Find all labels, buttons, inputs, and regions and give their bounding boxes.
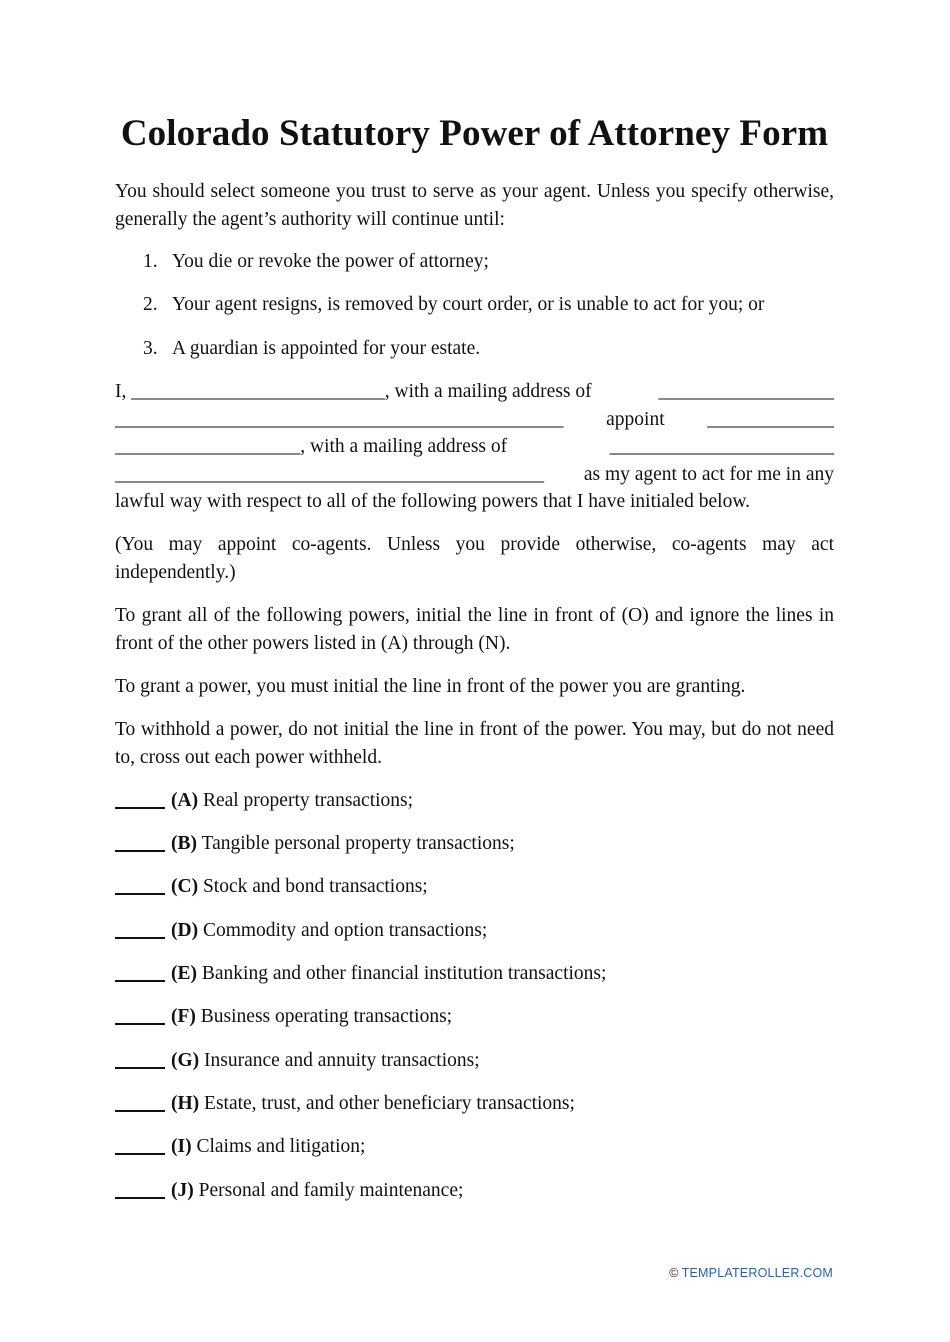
power-item: [115, 1090, 575, 1117]
footer-credit: [669, 1266, 833, 1280]
power-code: (E): [171, 963, 197, 984]
power-text: Business operating transactions;: [200, 1006, 453, 1027]
agent-address-blank-2[interactable]: ____________________________________________: [115, 464, 544, 485]
initial-line[interactable]: [115, 1003, 165, 1025]
grant-all-instructions: To grant all of the following powers, initial the line in front of (O) and ignore the lines in front of the other powers listed in (A) through (N).: [115, 605, 834, 654]
power-code: (F): [171, 1006, 196, 1027]
power-text: Stock and bond transactions;: [202, 876, 428, 897]
power-code: (D): [171, 920, 199, 941]
initial-line[interactable]: [115, 1133, 165, 1155]
initial-line[interactable]: [115, 1090, 165, 1112]
coagents-note: (You may appoint co-agents. Unless you provide otherwise, co-agents may act independently.): [115, 534, 834, 583]
appointment-line-2: [115, 406, 834, 434]
agent-address-blank[interactable]: _______________________: [609, 436, 834, 457]
document-title: Colorado Statutory Power of Attorney Form: [120, 113, 829, 154]
power-code: (C): [171, 876, 199, 897]
condition-text: You die or revoke the power of attorney;: [172, 251, 489, 272]
power-code: (H): [171, 1093, 200, 1114]
condition-item: [143, 291, 764, 318]
appointment-line-5: lawful way with respect to all of the following powers that I have initialed below.: [115, 491, 751, 512]
appointment-line-4: [115, 461, 834, 489]
appointment-line-1: [115, 378, 834, 406]
power-item: [115, 1003, 452, 1030]
initial-line[interactable]: [115, 1047, 165, 1069]
withhold-instructions: To withhold a power, do not initial the line in front of the power. You may, but do not need to, cross out each power withheld.: [115, 719, 834, 768]
condition-text: A guardian is appointed for your estate.: [172, 338, 481, 359]
appoint-word: appoint: [606, 409, 665, 430]
power-text: Claims and litigation;: [196, 1136, 366, 1157]
power-text: Banking and other financial institution transactions;: [201, 963, 607, 984]
power-text: Personal and family maintenance;: [198, 1180, 464, 1201]
initial-line[interactable]: [115, 917, 165, 939]
intro-paragraph: You should select someone you trust to serve as your agent. Unless you specify otherwise, generally the agent’s authority will continue until:: [115, 181, 834, 230]
condition-item: [143, 335, 480, 362]
condition-text: Your agent resigns, is removed by court order, or is unable to act for you; or: [172, 294, 765, 315]
power-item: [115, 1177, 463, 1204]
principal-address-blank-2[interactable]: ______________________________________________: [115, 409, 564, 430]
power-item: [115, 1133, 365, 1160]
power-text: Tangible personal property transactions;: [201, 833, 515, 854]
agent-clause: as my agent to act for me in any: [583, 464, 834, 485]
power-item: [115, 787, 413, 814]
initial-line[interactable]: [115, 960, 165, 982]
power-item: [115, 960, 606, 987]
condition-item: [143, 248, 489, 275]
initial-line[interactable]: [115, 1177, 165, 1199]
condition-number: 3.: [143, 338, 158, 359]
copyright-symbol: ©: [669, 1266, 679, 1280]
principal-name-blank[interactable]: I, __________________________, with a mailing address of: [115, 381, 592, 402]
power-text: Insurance and annuity transactions;: [204, 1050, 480, 1071]
power-item: [115, 917, 487, 944]
agent-name-blank-2[interactable]: ___________________, with a mailing address of: [115, 436, 508, 457]
footer-brand-link[interactable]: TEMPLATEROLLER.COM: [681, 1266, 833, 1280]
power-text: Commodity and option transactions;: [202, 920, 488, 941]
power-code: (J): [171, 1180, 194, 1201]
principal-address-blank[interactable]: __________________: [658, 381, 834, 402]
condition-number: 2.: [143, 294, 158, 315]
power-code: (G): [171, 1050, 200, 1071]
condition-number: 1.: [143, 251, 158, 272]
initial-line[interactable]: [115, 787, 165, 809]
appointment-line-3: [115, 433, 834, 461]
power-text: Estate, trust, and other beneficiary transactions;: [204, 1093, 575, 1114]
initial-line[interactable]: [115, 830, 165, 852]
power-code: (A): [171, 790, 199, 811]
grant-one-instructions: To grant a power, you must initial the line in front of the power you are granting.: [115, 676, 746, 697]
power-item: [115, 1047, 480, 1074]
power-text: Real property transactions;: [202, 790, 414, 811]
power-item: [115, 830, 515, 857]
initial-line[interactable]: [115, 873, 165, 895]
power-code: (I): [171, 1136, 192, 1157]
power-code: (B): [171, 833, 197, 854]
agent-name-blank[interactable]: _____________: [707, 409, 834, 430]
power-item: [115, 873, 428, 900]
